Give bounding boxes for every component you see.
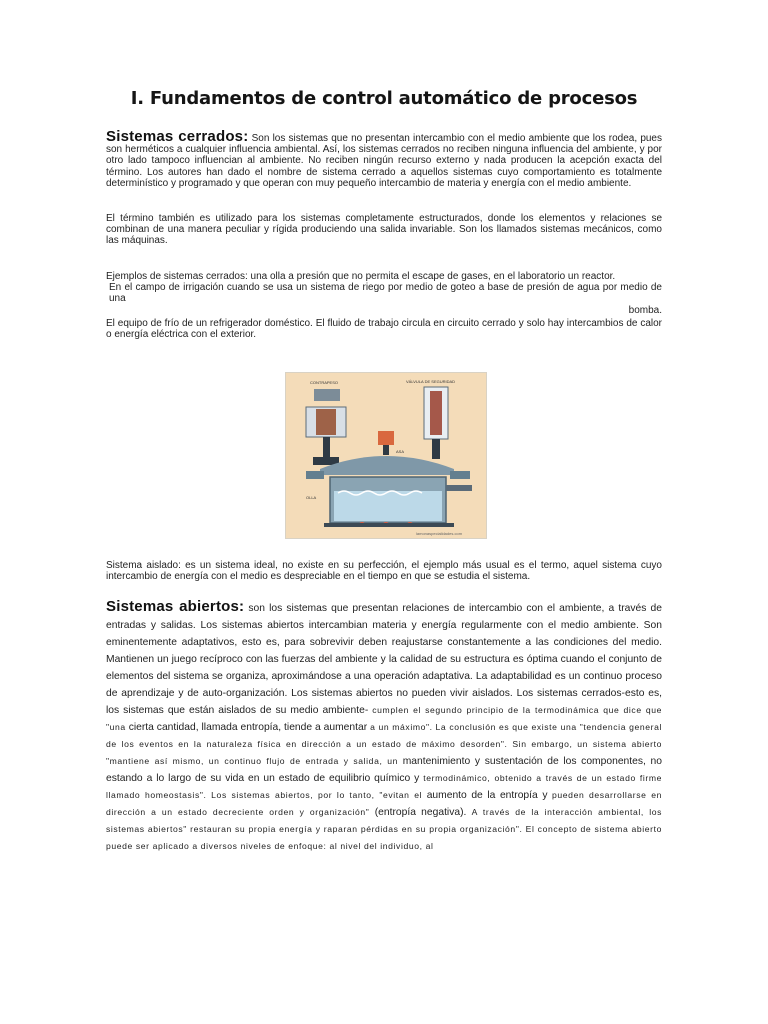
figure-label-right: VÁLVULA DE SEGURIDAD bbox=[406, 379, 456, 384]
open-systems-heading: Sistemas abiertos: bbox=[106, 598, 245, 615]
closed-systems-paragraph bbox=[106, 128, 662, 189]
open-systems-text-3f: (entropía negativa). bbox=[374, 807, 467, 818]
figure-label-left: CONTRAPESO bbox=[310, 380, 339, 385]
handle-knob-shape bbox=[378, 431, 394, 445]
open-systems-text-2b: cumplen el segundo principio de la termodinámica que dice que "una bbox=[106, 705, 662, 732]
closed-systems-text: Son los sistemas que no presentan intercambio con el medio ambiente que los rodea, pues son herméticos a cualquier influencia ambiental. Así, los sistemas cerrados no reciben ninguna influencia del ambiente, y por otro lado tampoco influencian al ambiente. No reciben ningún recurso externo y nada producen la acepción exacta del término. Los autores han dado el nombre de sistema cerrado a aquellos sistemas cuyo comportamiento es totalmente determinístico y programado y que operan con muy pequeño intercambio de materia y energía con el medio ambiente. bbox=[106, 133, 662, 189]
weight-top-shape bbox=[314, 389, 340, 401]
open-systems-text-3b: mantenimiento y sustentación de los componentes, no estando a lo largo de su vida en un estado de equilibrio químico y bbox=[106, 756, 662, 784]
open-systems-text-3d: aumento de la entropía y bbox=[426, 790, 548, 801]
pressure-cooker-illustration bbox=[286, 373, 486, 538]
closed-systems-heading: Sistemas cerrados: bbox=[106, 128, 249, 145]
open-systems-text-1: son los sistemas que presentan relaciones de intercambio con el ambiente, a través de entradas y salidas. Los sistemas abiertos intercambian materia y energía regularmente con el medio ambiente. Son eminentemente adaptativos, esto es, para sobrevivir deben reajustarse constantemente a las condiciones del medio. bbox=[106, 603, 662, 648]
open-systems-text-3: La conclusión es que existe una "tendencia general de los eventos en la naturaleza física en dirección a un estado de máximo desorden". Sin embargo, un sistema abierto "mantiene así mismo, un continuo flujo de entrada y salida, un bbox=[106, 722, 662, 766]
open-systems-text-2c: cierta cantidad, llamada entropía, tiende a aumentar bbox=[128, 722, 368, 733]
figure-credit: lamonaspecialidades.com bbox=[416, 531, 463, 536]
examples-line-1: Ejemplos de sistemas cerrados: una olla a presión que no permita el escape de gases, en el laboratorio un reactor. bbox=[106, 271, 616, 282]
open-systems-text-4: A través de la interacción ambiental, los sistemas abiertos" restauran su propia energía y raparan pérdidas en su propia organización". El concepto de sistema abierto puede ser aplicado a diversos niveles de enfoque: al nivel del individuo, al bbox=[106, 807, 662, 851]
pressure-cooker-figure bbox=[285, 372, 487, 539]
isolated-system-paragraph: Sistema aislado: es un sistema ideal, no existe en su perfección, el ejemplo más usual es el termo, aquel sistema cuyo intercambio de energía con el medio es despreciable en el tiempo en que se estudia el sistema. bbox=[106, 560, 662, 583]
examples-line-3: bomba. bbox=[628, 304, 662, 316]
refrigerator-paragraph: El equipo de frío de un refrigerador doméstico. El fluido de trabajo circula en circuito cerrado y solo hay intercambios de calor o energía eléctrica con el exterior. bbox=[106, 318, 662, 341]
open-systems-block bbox=[106, 598, 662, 855]
open-systems-text-3c: termodinámico, obtenido a través de un estado firme llamado homeostasis". Los sistemas abiertos, por lo tanto, "evitan el bbox=[106, 773, 662, 800]
open-systems-text-2d: a un máximo". bbox=[370, 722, 433, 732]
figure-label-bottom: OLLA bbox=[306, 495, 317, 500]
examples-line-2: En el campo de irrigación cuando se usa un sistema de riego por medio de goteo a base de presión de agua por medio de una bbox=[109, 282, 662, 305]
open-systems-text-3e: pueden desarrollarse en dirección a un estado decreciente orden y organización" bbox=[106, 790, 662, 817]
figure-label-center: ASA bbox=[396, 449, 405, 454]
examples-paragraph bbox=[106, 271, 662, 316]
page-title: I. Fundamentos de control automático de procesos bbox=[130, 88, 638, 109]
structured-systems-paragraph: El término también es utilizado para los sistemas completamente estructurados, donde los elementos y relaciones se combinan de una manera peculiar y rígida produciendo una salida invariable. Son los llamados sistemas mecánicos, como las máquinas. bbox=[106, 213, 662, 247]
open-systems-text-2: Mantienen un juego recíproco con las fuerzas del ambiente y la calidad de su estructura es óptima cuando el conjunto de elementos del sistema se organiza, aproximándose a una operación adaptativa. La adaptabilidad es un continuo proceso de aprendizaje y de auto-organización. Los sistemas abiertos no pueden vivir aislados. Los sistemas cerrados-esto es, los sistemas que están aislados de su medio ambiente- bbox=[106, 654, 662, 716]
